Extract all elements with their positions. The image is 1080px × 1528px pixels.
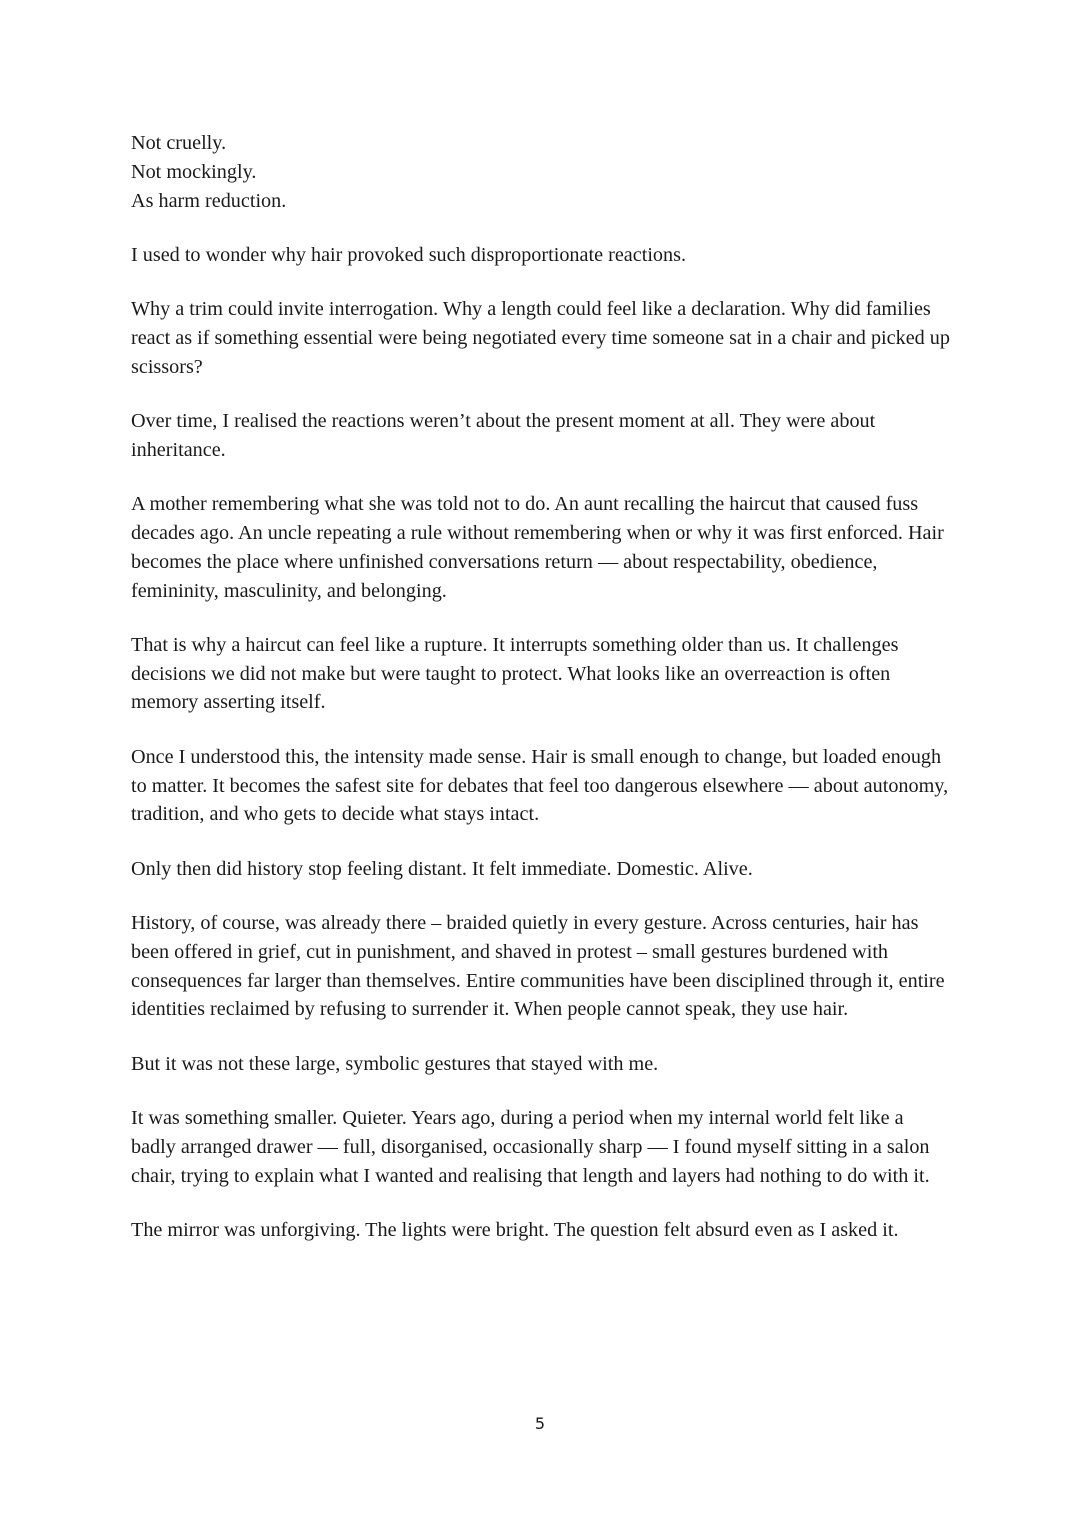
paragraph: Why a trim could invite interrogation. Why a length could feel like a declaration. Why did families react as if something essential were being negotiated every time someone sat in a chair and picked up scissors? [131, 298, 950, 378]
paragraph: That is why a haircut can feel like a rupture. It interrupts something older than us. It challenges decisions we did not make but were taught to protect. What looks like an overreaction is often memory asserting itself. [131, 633, 899, 714]
paragraph: It was something smaller. Quieter. Years ago, during a period when my internal world felt like a badly arranged drawer — full, disorganised, occasionally sharp — I found myself sitting in a salon chair, trying to explain what I wanted and realising that length and layers had nothing to do with it. [131, 1106, 930, 1187]
paragraph: Only then did history stop feeling distant. It felt immediate. Domestic. Alive. [131, 857, 753, 880]
opening-line: Not cruelly. [131, 132, 227, 154]
page-number: 5 [534, 1414, 546, 1433]
paragraph: The mirror was unforgiving. The lights were bright. The question felt absurd even as I asked it. [131, 1218, 899, 1241]
opening-line: Not mockingly. [131, 160, 257, 183]
opening-line: As harm reduction. [131, 189, 287, 212]
opening-stanza [131, 129, 953, 215]
paragraph: But it was not these large, symbolic gestures that stayed with me. [131, 1052, 659, 1075]
body-text [131, 129, 953, 1270]
paragraph: Over time, I realised the reactions weren’t about the present moment at all. They were about inheritance. [131, 410, 876, 461]
paragraph: A mother remembering what she was told not to do. An aunt recalling the haircut that caused fuss decades ago. An uncle repeating a rule without remembering when or why it was first enforced. Hair becomes the place where unfinished conversations return — about respectability, obedience, femininity, masculinity, and belonging. [131, 493, 944, 602]
paragraph: Once I understood this, the intensity made sense. Hair is small enough to change, but loaded enough to matter. It becomes the safest site for debates that feel too dangerous elsewhere — about autonomy, tradition, and who gets to decide what stays intact. [131, 745, 949, 826]
paragraph: History, of course, was already there – braided quietly in every gesture. Across centuries, hair has been offered in grief, cut in punishment, and shaved in protest – small gestures burdened with consequences far larger than themselves. Entire communities have been disciplined through it, entire identities reclaimed by refusing to surrender it. When people cannot speak, they use hair. [131, 911, 945, 1021]
paragraph: I used to wonder why hair provoked such disproportionate reactions. [131, 243, 687, 266]
